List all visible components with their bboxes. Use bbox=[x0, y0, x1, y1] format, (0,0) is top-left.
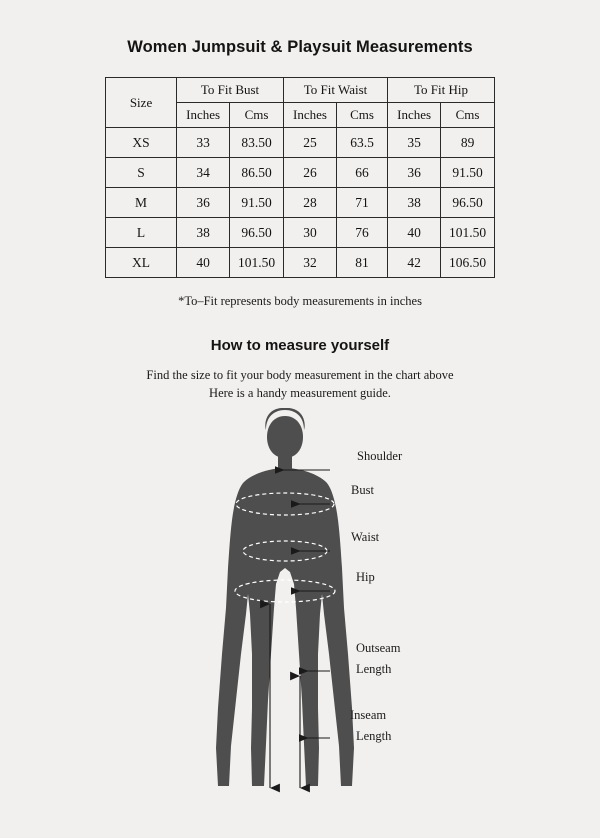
table-header-bust-cms: Cms bbox=[230, 103, 284, 128]
cell-hip-inches: 40 bbox=[388, 218, 441, 248]
cell-size: XS bbox=[106, 128, 177, 158]
cell-waist-cms: 81 bbox=[337, 248, 388, 278]
table-head bbox=[106, 78, 495, 128]
table-row bbox=[106, 158, 495, 188]
cell-waist-cms: 71 bbox=[337, 188, 388, 218]
table-header-hip-cms: Cms bbox=[441, 103, 495, 128]
how-to-measure-text bbox=[0, 366, 600, 402]
cell-hip-cms: 89 bbox=[441, 128, 495, 158]
cell-hip-inches: 38 bbox=[388, 188, 441, 218]
cell-hip-cms: 91.50 bbox=[441, 158, 495, 188]
cell-hip-inches: 36 bbox=[388, 158, 441, 188]
table-row bbox=[106, 128, 495, 158]
cell-waist-cms: 76 bbox=[337, 218, 388, 248]
how-to-measure-title: How to measure yourself bbox=[210, 337, 390, 354]
cell-hip-inches: 35 bbox=[388, 128, 441, 158]
cell-size: M bbox=[106, 188, 177, 218]
cell-size: L bbox=[106, 218, 177, 248]
label-outseam-line1: Outseam bbox=[356, 641, 401, 656]
label-inseam-line2: Length bbox=[356, 729, 392, 744]
table-row bbox=[106, 188, 495, 218]
table-header-waist-cms: Cms bbox=[337, 103, 388, 128]
cell-hip-cms: 101.50 bbox=[441, 218, 495, 248]
cell-waist-inches: 26 bbox=[283, 158, 336, 188]
label-hip: Hip bbox=[356, 570, 375, 585]
cell-bust-inches: 34 bbox=[177, 158, 230, 188]
table-header-size: Size bbox=[106, 78, 177, 128]
table-header-waist-inches: Inches bbox=[283, 103, 336, 128]
label-shoulder: Shoulder bbox=[357, 449, 403, 464]
cell-waist-inches: 30 bbox=[283, 218, 336, 248]
cell-bust-cms: 96.50 bbox=[230, 218, 284, 248]
body-diagram-svg bbox=[0, 408, 600, 808]
cell-hip-cms: 96.50 bbox=[441, 188, 495, 218]
cell-bust-cms: 101.50 bbox=[230, 248, 284, 278]
label-waist: Waist bbox=[351, 530, 380, 545]
cell-bust-cms: 91.50 bbox=[230, 188, 284, 218]
cell-size: S bbox=[106, 158, 177, 188]
cell-bust-inches: 36 bbox=[177, 188, 230, 218]
cell-waist-cms: 63.5 bbox=[337, 128, 388, 158]
cell-bust-inches: 38 bbox=[177, 218, 230, 248]
cell-size: XL bbox=[106, 248, 177, 278]
label-outseam-line2: Length bbox=[356, 662, 392, 677]
tofit-note: *To–Fit represents body measurements in inches bbox=[178, 294, 422, 308]
table-row bbox=[106, 248, 495, 278]
table-header-group-hip: To Fit Hip bbox=[388, 78, 495, 103]
table-header-hip-inches: Inches bbox=[388, 103, 441, 128]
table-row bbox=[106, 218, 495, 248]
cell-waist-inches: 32 bbox=[283, 248, 336, 278]
how-to-line-1: Find the size to fit your body measurement in the chart above bbox=[146, 368, 454, 382]
how-to-line-2: Here is a handy measurement guide. bbox=[209, 386, 391, 401]
cell-waist-inches: 25 bbox=[283, 128, 336, 158]
size-chart-page bbox=[0, 38, 600, 838]
cell-waist-cms: 66 bbox=[337, 158, 388, 188]
table-header-group-bust: To Fit Bust bbox=[177, 78, 284, 103]
measurement-figure bbox=[0, 408, 600, 808]
table-header-group-waist: To Fit Waist bbox=[283, 78, 387, 103]
cell-hip-cms: 106.50 bbox=[441, 248, 495, 278]
table-body bbox=[106, 128, 495, 278]
cell-bust-inches: 40 bbox=[177, 248, 230, 278]
cell-bust-cms: 83.50 bbox=[230, 128, 284, 158]
table-header-row-groups bbox=[106, 78, 495, 103]
label-bust: Bust bbox=[351, 483, 374, 498]
cell-hip-inches: 42 bbox=[388, 248, 441, 278]
size-table bbox=[105, 77, 495, 278]
table-header-bust-inches: Inches bbox=[177, 103, 230, 128]
cell-bust-cms: 86.50 bbox=[230, 158, 284, 188]
vertical-dimensions bbox=[270, 604, 300, 788]
label-inseam-line1: Inseam bbox=[350, 708, 387, 723]
page-title: Women Jumpsuit & Playsuit Measurements bbox=[127, 38, 473, 56]
size-table-container bbox=[105, 77, 495, 278]
cell-bust-inches: 33 bbox=[177, 128, 230, 158]
cell-waist-inches: 28 bbox=[283, 188, 336, 218]
body-silhouette bbox=[216, 408, 354, 786]
